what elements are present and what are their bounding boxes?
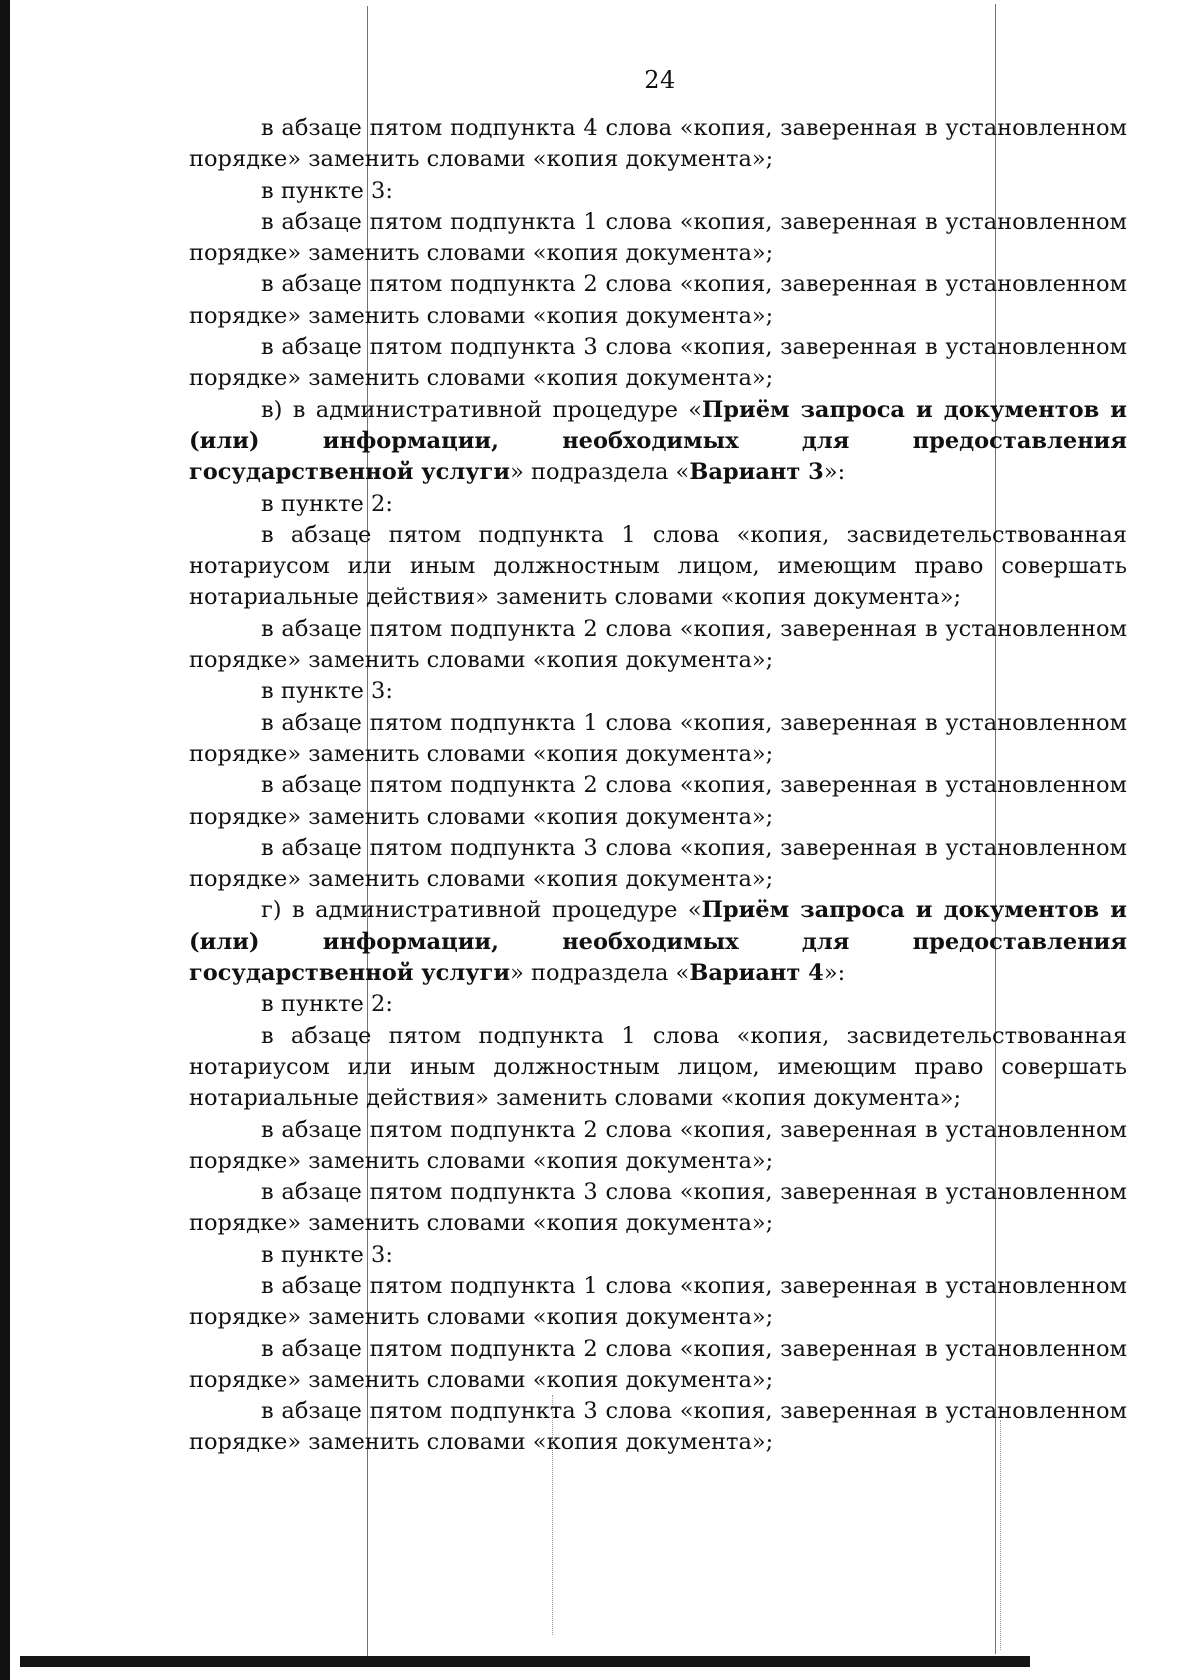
text-run: в пункте 3: bbox=[261, 678, 393, 705]
bold-text: Приём запроса и документов и (или) информации, необходимых для предоставления государственной услуги bbox=[189, 897, 1127, 987]
text-run: »: bbox=[823, 960, 846, 987]
paragraph bbox=[189, 676, 1127, 707]
text-run: в пункте 3: bbox=[261, 1241, 393, 1268]
bold-text: Вариант 3 bbox=[689, 459, 824, 486]
paragraph bbox=[189, 269, 1127, 332]
text-run: в) в административной процедуре « bbox=[261, 396, 703, 423]
text-run: в абзаце пятом подпункта 1 слова «копия, засвидетельствованная нотариусом или иным должностным лицом, имеющим право совершать нотариальные действия» заменить словами «копия документа»; bbox=[189, 1022, 1127, 1112]
text-run: в абзаце пятом подпункта 1 слова «копия, заверенная в установленном порядке» заменить словами «копия документа»; bbox=[189, 1272, 1127, 1331]
text-run: в абзаце пятом подпункта 2 слова «копия, заверенная в установленном порядке» заменить словами «копия документа»; bbox=[189, 1335, 1127, 1393]
paragraph bbox=[189, 614, 1127, 677]
paragraph bbox=[189, 989, 1127, 1020]
paragraph bbox=[189, 1021, 1127, 1115]
paragraph bbox=[189, 332, 1127, 395]
text-run: в пункте 2: bbox=[261, 991, 393, 1018]
paragraph bbox=[189, 708, 1127, 771]
text-run: в абзаце пятом подпункта 2 слова «копия, заверенная в установленном порядке» заменить словами «копия документа»; bbox=[189, 271, 1127, 329]
paragraph bbox=[189, 1240, 1127, 1271]
paragraph bbox=[189, 833, 1127, 896]
paragraph bbox=[189, 1115, 1127, 1178]
text-run: в абзаце пятом подпункта 3 слова «копия, заверенная в установленном порядке» заменить словами «копия документа»; bbox=[189, 834, 1127, 893]
scan-edge-left bbox=[0, 0, 10, 1680]
paragraph bbox=[189, 770, 1127, 833]
text-run: в абзаце пятом подпункта 1 слова «копия, заверенная в установленном порядке» заменить словами «копия документа»; bbox=[189, 709, 1127, 767]
paragraph bbox=[189, 176, 1127, 207]
text-run: в абзаце пятом подпункта 3 слова «копия, заверенная в установленном порядке» заменить словами «копия документа»; bbox=[189, 334, 1127, 392]
text-run: в абзаце пятом подпункта 1 слова «копия, засвидетельствованная нотариусом или иным должностным лицом, имеющим право совершать нотариальные действия» заменить словами «копия документа»; bbox=[189, 521, 1127, 611]
text-run: » подраздела « bbox=[510, 459, 690, 486]
bold-text: Приём запроса и документов и (или) информации, необходимых для предоставления государственной услуги bbox=[189, 396, 1127, 486]
paragraph bbox=[189, 1271, 1127, 1334]
text-run: в абзаце пятом подпункта 2 слова «копия, заверенная в установленном порядке» заменить словами «копия документа»; bbox=[189, 772, 1127, 830]
paragraph bbox=[189, 113, 1127, 176]
text-run: в абзаце пятом подпункта 3 слова «копия, заверенная в установленном порядке» заменить словами «копия документа»; bbox=[189, 1179, 1127, 1237]
text-run: » подраздела « bbox=[510, 960, 690, 987]
text-run: в абзаце пятом подпункта 3 слова «копия, заверенная в установленном порядке» заменить словами «копия документа»; bbox=[189, 1398, 1127, 1456]
paragraph bbox=[189, 395, 1127, 489]
scan-edge-bottom bbox=[20, 1656, 1030, 1667]
text-run: »: bbox=[823, 459, 846, 486]
page-number: 24 bbox=[644, 66, 676, 94]
text-run: г) в административной процедуре « bbox=[261, 897, 702, 924]
text-run: в пункте 3: bbox=[261, 177, 393, 204]
text-run: в пункте 2: bbox=[261, 490, 393, 517]
document-body bbox=[189, 113, 1127, 1459]
paragraph bbox=[189, 1177, 1127, 1240]
paragraph bbox=[189, 520, 1127, 614]
paragraph bbox=[189, 1396, 1127, 1459]
paragraph bbox=[189, 1334, 1127, 1397]
paragraph bbox=[189, 489, 1127, 520]
text-run: в абзаце пятом подпункта 2 слова «копия, заверенная в установленном порядке» заменить словами «копия документа»; bbox=[189, 1116, 1127, 1174]
text-run: в абзаце пятом подпункта 2 слова «копия, заверенная в установленном порядке» заменить словами «копия документа»; bbox=[189, 615, 1127, 674]
paragraph bbox=[189, 895, 1127, 989]
paragraph bbox=[189, 207, 1127, 270]
text-run: в абзаце пятом подпункта 1 слова «копия, заверенная в установленном порядке» заменить словами «копия документа»; bbox=[189, 208, 1127, 267]
text-run: в абзаце пятом подпункта 4 слова «копия, заверенная в установленном порядке» заменить словами «копия документа»; bbox=[189, 115, 1127, 173]
bold-text: Вариант 4 bbox=[689, 960, 824, 987]
